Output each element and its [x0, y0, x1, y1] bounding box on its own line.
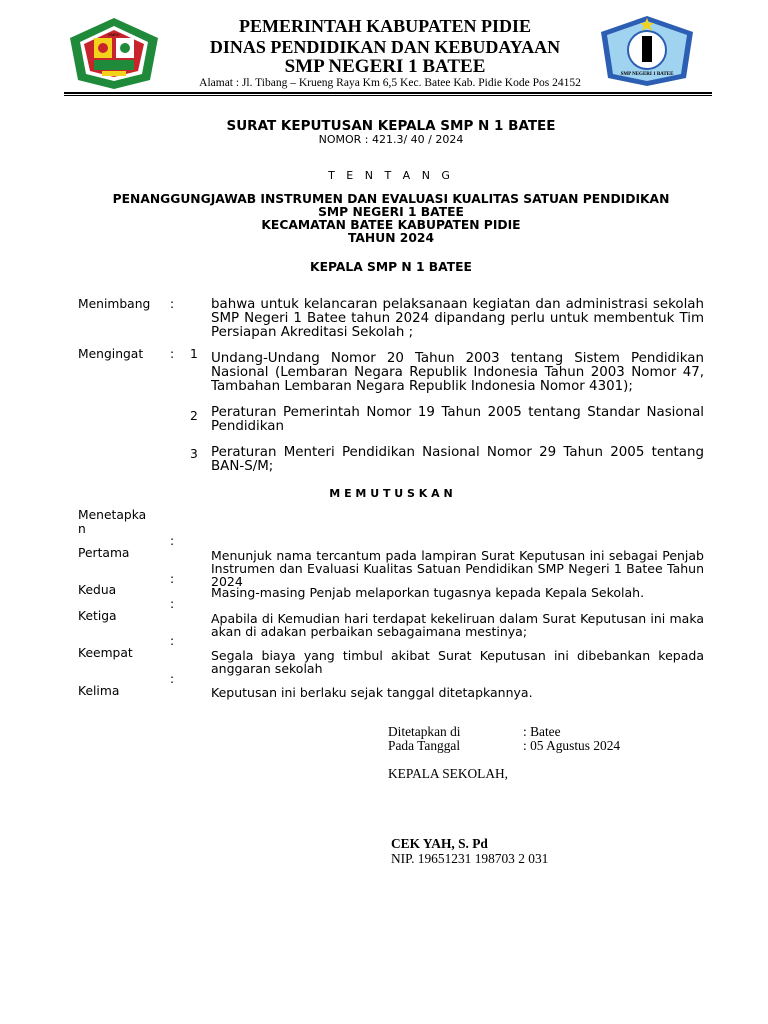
- decree-title: SURAT KEPUTUSAN KEPALA SMP N 1 BATEE: [226, 118, 556, 134]
- signature-name: CEK YAH, S. Pd: [391, 836, 488, 851]
- menimbang-colon: :: [170, 297, 175, 311]
- decision-text-ketiga: Apabila di Kemudian hari terdapat kekeliruan dalam Surat Keputusan ini maka akan di adakan perbaikan sebagaimana mestinya;: [211, 611, 704, 639]
- memutuskan-heading: M E M U T U S K A N: [329, 487, 453, 500]
- decision-text-pertama: Menunjuk nama tercantum pada lampiran Surat Keputusan ini sebagai Penjab Instrumen dan Evaluasi Kualitas Satuan Pendidikan SMP Negeri 1 Batee Tahun 2024: [211, 548, 704, 589]
- header-rule-thick: [64, 92, 712, 94]
- decision-text-kelima: Keputusan ini berlaku sejak tanggal ditetapkannya.: [211, 685, 533, 700]
- decision-label-keempat: Keempat: [78, 646, 133, 660]
- decision-label-pertama: Pertama: [78, 546, 130, 560]
- menetapkan-label: Menetapka: [78, 508, 147, 522]
- mengingat-item-number: 2: [190, 409, 198, 423]
- decree-subject-line4: TAHUN 2024: [347, 231, 435, 245]
- decision-colon: :: [170, 672, 175, 686]
- mengingat-item-number: 3: [190, 447, 198, 461]
- mengingat-item-text: Peraturan Menteri Pendidikan Nasional Nomor 29 Tahun 2005 tentang BAN-S/M;: [211, 445, 704, 474]
- decision-colon: :: [170, 634, 175, 648]
- decision-text-kedua: Masing-masing Penjab melaporkan tugasnya kepada Kepala Sekolah.: [211, 585, 645, 600]
- mengingat-item-number: 1: [190, 347, 198, 361]
- signature-date-value: : 05 Agustus 2024: [523, 738, 621, 753]
- emblem-text: KMEK: [108, 32, 120, 37]
- decision-label-ketiga: Ketiga: [78, 609, 117, 623]
- header-department: DINAS PENDIDIKAN DAN KEBUDAYAAN: [209, 37, 561, 57]
- school-emblem-text: SMP NEGERI 1 BATEE: [620, 72, 674, 77]
- decree-authority: KEPALA SMP N 1 BATEE: [310, 260, 472, 274]
- signature-place-value: : Batee: [523, 724, 561, 739]
- decision-label-kedua: Kedua: [78, 583, 117, 597]
- menetapkan-label-wrap: n: [78, 522, 86, 536]
- decree-number: NOMOR : 421.3/ 40 / 2024: [318, 133, 464, 146]
- header-government: PEMERINTAH KABUPATEN PIDIE: [238, 16, 532, 36]
- header-school-name: SMP NEGERI 1 BATEE: [284, 56, 486, 77]
- signature-position: KEPALA SEKOLAH,: [388, 766, 509, 781]
- mengingat-item-text: Undang-Undang Nomor 20 Tahun 2003 tentang Sistem Pendidikan Nasional (Lembaran Negara Republik Indonesia Tahun 2003 Nomor 47, Tambahan Lembaran Negara Republik Indonesia Nomor 4301);: [211, 351, 704, 394]
- menimbang-text: bahwa untuk kelancaran pelaksanaan kegiatan dan administrasi sekolah SMP Negeri 1 Batee tahun 2024 dipandang perlu untuk membentuk Tim Persiapan Akreditasi Sekolah ;: [211, 297, 704, 340]
- menimbang-label: Menimbang: [78, 297, 151, 311]
- decision-colon: :: [170, 572, 175, 586]
- mengingat-label: Mengingat: [78, 347, 144, 361]
- signature-place-label: Ditetapkan di: [388, 724, 461, 739]
- header-rule-thin: [64, 95, 712, 96]
- decree-subject-line2: SMP NEGERI 1 BATEE: [318, 205, 464, 219]
- signature-date-label: Pada Tanggal: [388, 738, 461, 753]
- district-emblem-logo: [68, 16, 160, 90]
- decision-text-keempat: Segala biaya yang timbul akibat Surat Keputusan ini dibebankan kepada anggaran sekolah: [211, 648, 704, 676]
- menetapkan-colon: :: [170, 534, 175, 548]
- school-emblem-logo: [598, 14, 696, 88]
- decision-colon: :: [170, 597, 175, 611]
- decision-label-kelima: Kelima: [78, 684, 120, 698]
- decree-subject-line3: KECAMATAN BATEE KABUPATEN PIDIE: [261, 218, 521, 232]
- mengingat-colon: :: [170, 347, 175, 361]
- decree-tentang: T E N T A N G: [328, 169, 454, 182]
- header-address: Alamat : Jl. Tibang – Krueng Raya Km 6,5 Kec. Batee Kab. Pidie Kode Pos 24152: [199, 77, 581, 89]
- mengingat-item-text: Peraturan Pemerintah Nomor 19 Tahun 2005 tentang Standar Nasional Pendidikan: [211, 405, 704, 434]
- signature-nip: NIP. 19651231 198703 2 031: [391, 851, 549, 866]
- decree-subject-line1: PENANGGUNGJAWAB INSTRUMEN DAN EVALUASI KUALITAS SATUAN PENDIDIKAN: [112, 192, 670, 206]
